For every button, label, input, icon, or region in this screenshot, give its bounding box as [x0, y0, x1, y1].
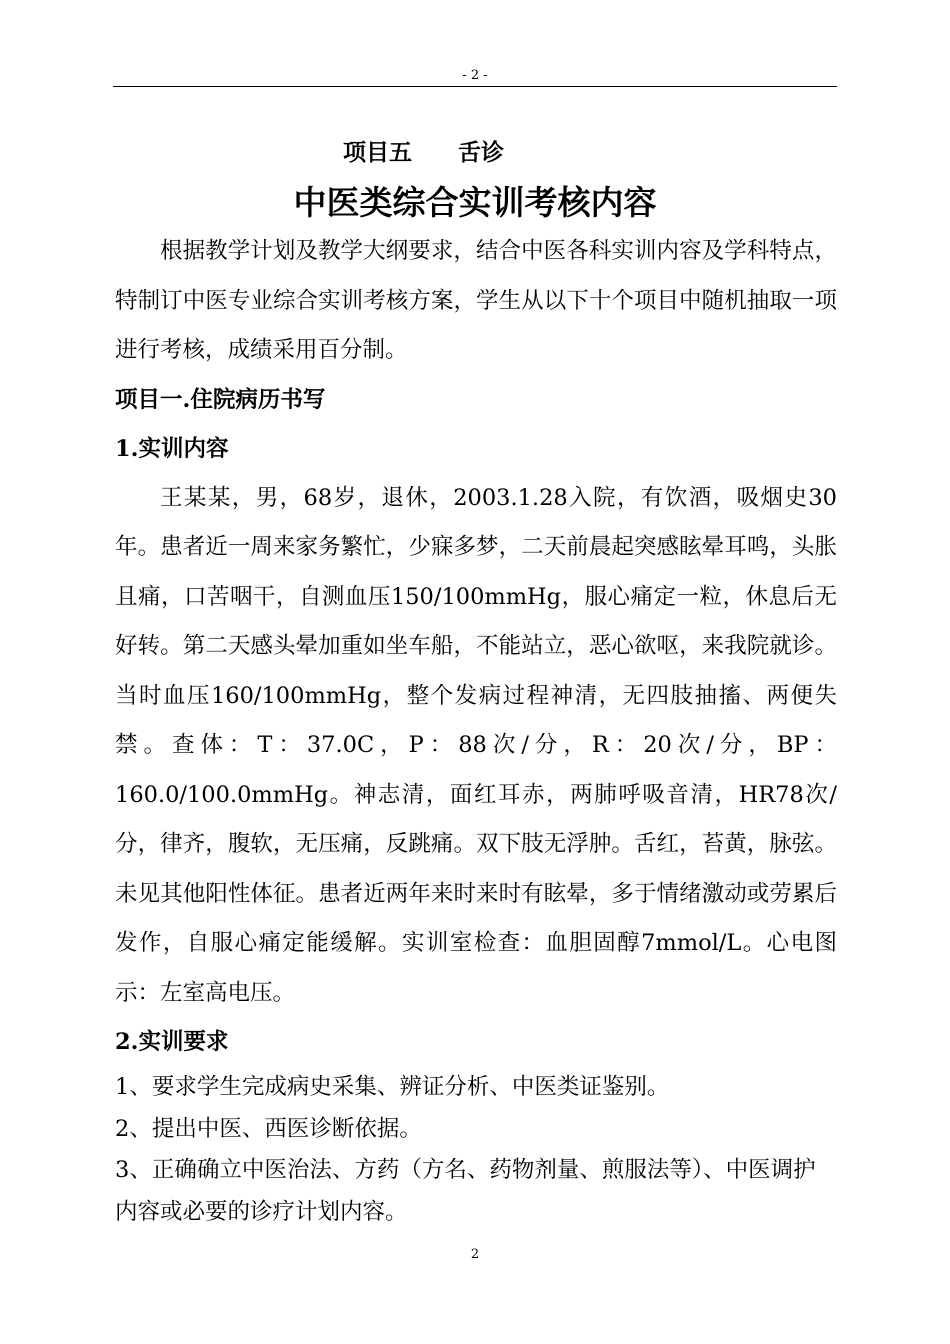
project-heading: 项目一.住院病历书写 — [115, 386, 326, 413]
case-paragraph: 王某某，男，68岁，退休，2003.1.28入院，有饮酒，吸烟史30年。患者近一周来家务繁忙，少寐多梦，二天前晨起突感眩晕耳鸣，头胀且痛，口苦咽干，自测血压150/100mmHg，服心痛定一粒，休息后无好转。第二天感头晕加重如坐车船，不能站立，恶心欲呕，来我院就诊。当时血压160/100mmHg，整个发病过程神清，无四肢抽搐、两便失禁。查体：T：37.0C，P：88次/分，R：20次/分，BP：160.0/100.0mmHg。神志清，面红耳赤，两肺呼吸音清，HR78次/分，律齐，腹软，无压痛，反跳痛。双下肢无浮肿。舌红，苔黄，脉弦。未见其他阳性体征。患者近两年来时来时有眩晕，多于情绪激动或劳累后发作，自服心痛定能缓解。实训室检查：血胆固醇7mmol/L。心电图示：左室高电压。 — [115, 484, 837, 1006]
header-rule — [113, 86, 837, 87]
intro-paragraph: 根据教学计划及教学大纲要求，结合中医各科实训内容及学科特点，特制订中医专业综合实训考核方案，学生从以下十个项目中随机抽取一项进行考核，成绩采用百分制。 — [115, 238, 837, 363]
section-heading-content: 1.实训内容 — [115, 435, 229, 462]
section-heading-requirements: 2.实训要求 — [115, 1029, 229, 1055]
document-title: 中医类综合实训考核内容 — [293, 183, 657, 222]
requirement-item: 3、正确确立中医治法、方药（方名、药物剂量、煎服法等）、中医调护内容或必要的诊疗计划内容。 — [115, 1157, 816, 1225]
footer-page-number: 2 — [470, 1247, 480, 1262]
requirement-item: 2、提出中医、西医诊断依据。 — [115, 1115, 422, 1142]
header-page-marker: - 2 - — [462, 68, 488, 83]
project-subtitle: 项目五 舌诊 — [343, 139, 504, 166]
document-body — [115, 227, 837, 1233]
requirement-item: 1、要求学生完成病史采集、辨证分析、中医类证鉴别。 — [115, 1074, 670, 1100]
